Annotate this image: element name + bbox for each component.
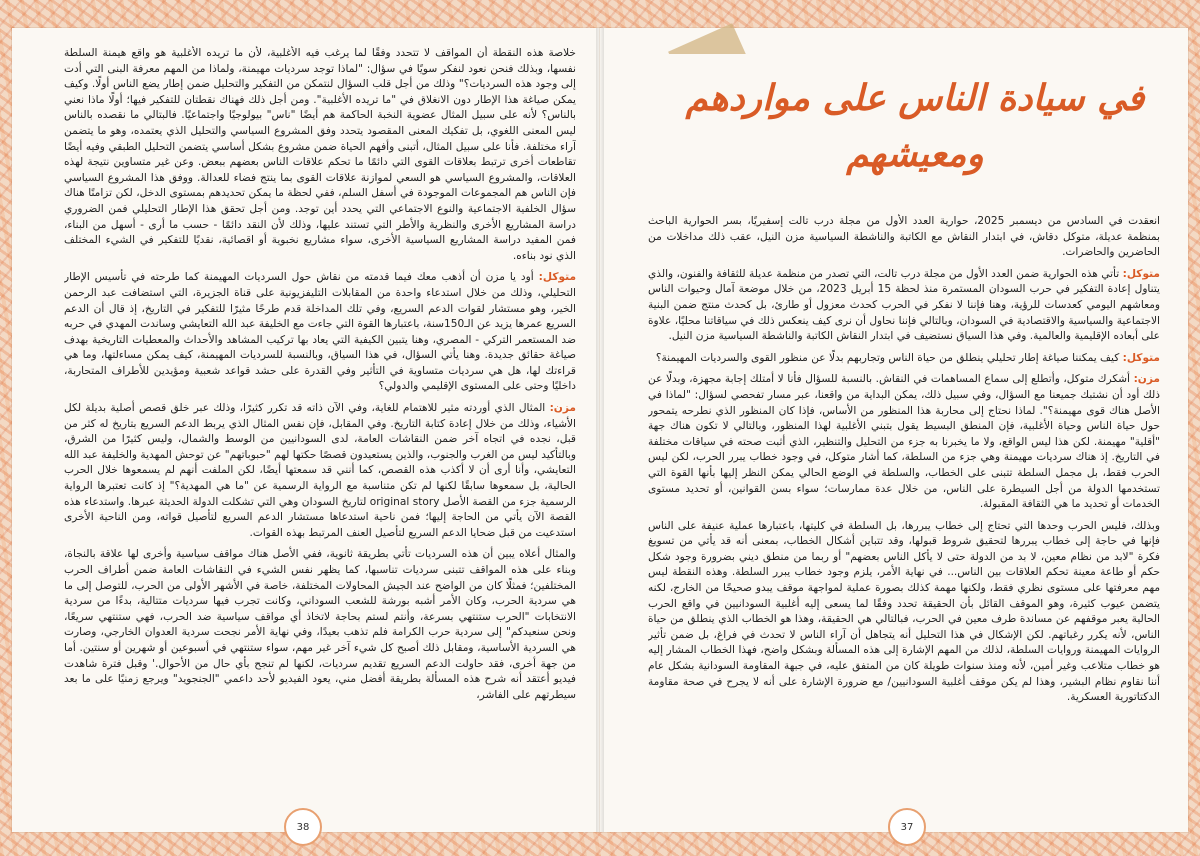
paragraph: [648, 267, 1160, 345]
speaker-label: متوكل:: [1122, 267, 1160, 280]
paragraph-text: انعقدت في السادس من ديسمبر 2025، حوارية العدد الأول من مجلة درب تالت إسفيريًا، بسر الحوارية الباحث بمنظمة عديلة، متوكل دقاش، في ابتدار النقاش مع الكاتبة والناشطة السياسية مزن النيل، عقب ذلك مداخلات من الحاضرين والحاضرات.: [648, 215, 1160, 259]
paragraph: [64, 547, 576, 703]
speaker-label: متوكل:: [538, 271, 576, 284]
page-number-right: 37: [888, 808, 926, 846]
paragraph-text: أود يا مزن أن أذهب معك فيما قدمته من نقاش حول السرديات المهيمنة كما طرحته في تأسيس الإطار التحليلي، وذلك من خلال استدعاء واحدة من المقابلات التليفزيونية على قناة الجزيرة، التي استضافت عبد الرحمن الخير، وهو مستشار لقوات الدعم السريع، وفي تلك المداخلة قدم طرحًا مثيرًا للتفكير في التاريخ، إذ قال أن الدعم السريع عمرها يزيد عن الـ150سنة، باعتبارها القوة التي جاءت مع الخليفة عبد الله التعايشي وساندت المهدي في حربه ضد المستعمر التركي - المصري، وهنا يتبين الكيفية التي يعاد بها تركيب المشاهد والأحداث والمعطيات التاريخية بهدف صياغة حقائق جديدة. وهنا يأتي السؤال، في هذا السياق، وبالنسبة للسرديات المهيمنة، كيف يمكن مساءلتها، وما هي قراءتك لها، هل هي سرديات متساوية في التأثير وفي القدرة على حشد قواعد شعبية ومؤيدين للأطراف المتحاربة، داخليًا وحتى على المستوى الإقليمي والدولي؟: [64, 271, 576, 393]
paragraph-text: تأتي هذه الحوارية ضمن العدد الأول من مجلة درب تالت، التي تصدر من منظمة عديلة للثقافة والفنون، والذي يتناول إعادة التفكير في حرب السودان المستمرة منذ لحظة 15 أبريل 2023، من خلال موضعة آمال وحيوات الناس ومعاشهم اليومي كعدسات للرؤية، وهنا فإننا لا نفكر في الحرب كحدث معزول أو طارئ، بل كحدث منتج ضمن البنية الاجتماعية والسياسية والاقتصادية في السودان، وبالتالي فإننا نحاول أن نرى كيف ينعكس ذلك في سياقاتنا محليًا، علاوة على أبعاده الإقليمية والعالمية. وفي هذا السياق نستضيف في ابتدار النقاش الكاتبة والناشطة السياسية مزن النيل.: [648, 267, 1160, 343]
paragraph: [64, 270, 576, 395]
article-title: في سيادة الناس على مواردهم ومعيشهم: [685, 77, 1145, 175]
paragraph-text: أشكرك متوكل، وأتطلع إلى سماع المساهمات في النقاش. بالنسبة للسؤال فأنا لا أمتلك إجابة مجهزة، وبدلًا عن ذلك أود أن نشتبك جميعنا مع السؤال، وفي سبيل ذلك، يمكن البداية من واقعنا، عبر مسار تفحصي لسؤال: "لماذا في الأصل هناك قوى مهيمنة؟". لماذا نحتاج إلى محاربة هذا المنظور من الأساس، فإذا كان المنظور الذي نطرحه يتمحور حول حياة الناس وحياة الأغلبية، فإن المنطق البسيط يقول بتبني الأغلبية لهذا المنظور، وبالتالي لا تكون هناك جهة "أقلية" مهيمنة. لكن هذا ليس الواقع، ولا ما يخبرنا به جزء من التحليل والتنظير، الذي أثبت صحته في سياقات مختلفة في التاريخ. إذ هناك سرديات مهيمنة وهي جزء من السلطة، كما أشار متوكل، في وجود خطاب يبرر الحرب، لكن ليس الحرب فقط، بل مجمل السلطة تتبنى على الخطاب، والسلطة في الوضع الحالي يمكن النظر إليها بأنها القوة التي تستخدمها الدولة من أجل السيطرة على الناس، من خلال عدة ممارسات؛ سواء بسن القوانين، أو تحديد مستوى الخدمات أو تحديد ما هي الثقافة المقبولة.: [648, 373, 1160, 511]
paragraph: [64, 401, 576, 541]
paragraph-text: وبذلك، فليس الحرب وحدها التي تحتاج إلى خطاب يبررها، بل السلطة في كليتها، باعتبارها عملية عنيفة على الناس فإنها في حاجة إلى خطاب يبررها لتحقيق شروط قبولها، وقد تتباين أشكال الخطاب، بمعنى أنه قد يأتي من تسويغ فكرة "لابد من نظام معين، لا بد من الدولة حتى لا يأكل الناس بعضهم" أو ربما من منطق ديني بضرورة وجود شكل حكم أو طاعة معينة تحكم العلاقات بين الناس... في نهاية الأمر، يلزم وجود خطاب يبرر السلطة. وهذه النقطة ليس مهم معرفتها على مستوى نظري فقط، ولكنها مهمة كذلك بصورة عملية لمواجهة موقف يبدو صحيحًا من الخارج، لكنه يتضمن عيوب كثيرة، وهو الموقف القائل بأن الحقيقة تحدد وفقًا لما يسعى إليه أغلبية السودانيين في واقع الحرب الحالية يعبر موقفهم عن مساندة طرف معين في الحرب، فبالتالي هي الحقيقة، وهذا هو الخطاب الذي ينطلق من حياة الناس، لأنه يكرر رغباتهم. لكن الإشكال في هذا التحليل أنه يتجاهل أن آراء الناس لا تحدث في فراغ، بل ضمن تأثير الروايات المهيمنة وروايات السلطة، لذلك من المهم الإشارة إلى هذه المسألة وبشكل واضح، فهذا الخطاب المشار إليه هو خطاب متلاعب وغير أمين، لأنه ومنذ سنوات طويلة كان من المتفق عليه، في جبهة المقاومة السودانية بشكل عام أننا نقاوم نظام البشير، وهذا لم يكن موقف أغلبية السودانيين/ مع ضرورة الإشارة على أنه لا يجرح في صحة مقاومة الدكتاتورية العسكرية.: [648, 519, 1160, 704]
paragraph: [648, 372, 1160, 512]
paragraph: [64, 46, 576, 264]
left-page-text: [64, 46, 576, 796]
paragraph-text: كيف يمكننا صياغة إطار تحليلي ينطلق من حياة الناس وتجاربهم بدلًا عن منظور القوى والسرديات المهيمنة؟: [655, 351, 1120, 364]
page-number-left: 38: [284, 808, 322, 846]
paragraph-text: والمثال أعلاه يبين أن هذه السرديات تأتي بطريقة ثانوية، ففي الأصل هناك مواقف سياسية وأخرى لها علاقة بالنجاة، وبناء على هذه المواقف تتبنى سرديات تناسبها، كما يظهر نفس الشيء في النقاشات العامة ضمن أطراف الحرب المختلفين؛ فمثلًا كان من الواضح عند الجيش المحاولات المختلفة، خاصة في الأشهر الأولى من الحرب، للتوصل إلى ما هي سردية الحرب، وكان الأمر أشبه بورشة للشعب السوداني، وكانت تجرب فيها سرديات متتالية، بدءًا من سردية الانتخابات "الحرب ستنتهي بسرعة، وأنتم لستم بحاجة لاتخاذ أي مواقف سياسية ضد الحرب، فهي ستنتهي سريعًا، ونحن سنعيدكم" إلى سردية حرب الكرامة فلم تذهب بعيدًا، وفي نهاية الأمر نجحت سردية العدوان الخارجي، وصارت هي السردية الأساسية، ومقابل ذلك أصبح كل شيء آخر غير مهم، سواء ستنتهي في أسبوعين أو شهرين أو سنتين. أما من جهة أخرى، فقد حاولت الدعم السريع تقديم سرديات، لكنها لم تنجح بأي حال من الأحوال.' وقبل فترة شاهدت فيديو أعتقد أنه شرح هذه المسألة بطريقة أفضل مني، يعود الفيديو لأحد داعمي "الجنجويد" ويرجع زمنيًا على ما بعد سيطرتهم على الفاشر،: [64, 548, 576, 701]
speaker-label: مزن:: [1133, 373, 1160, 386]
right-page-text: [648, 214, 1160, 814]
paragraph: [648, 519, 1160, 706]
paragraph-text: المثال الذي أوردته مثير للاهتمام للغاية، وفي الآن ذاته قد تكرر كثيرًا، وذلك عبر خلق قصص أصلية بديلة لكل الأشياء، وذلك من خلال إعادة كتابة التاريخ. وفي المقابل، فإن نفس المثال الذي يربط الدعم السريع بتاريخ له كثر من قبل، نجده في اتجاه آخر ضمن النقاشات العامة، لدى السودانيين من الوسط والشمال، وليس كثيرًا من الشرق، وبالتأكيد ليس من الغرب والجنوب، والذين يستعيدون قصصًا حكتها لهم "حبوباتهم" عن توحش المهدية والخليفة عبد الله التعايشي، وأنا أرى أن لا أكذب هذه القصص، كما أنني قد سمعتها أيضًا، لكن الملفت أنهم لم يسمعوها خلال الحرب الحالية، بل سمعوها سابقًا لكنها لم تكن متناسبة مع الرواية الرسمية عن "ما هي المهدية؟" إذ كانت تعتبرها الرواية الرسمية جزء من القصة الأصل original story لتاريخ السودان وهي التي تشكلت الدولة الحديثة عبرها. واستدعاء هذه القصة الآن يأتي من الحاجة إليها؛ فمن ناحية استدعاها مستشار الدعم السريع لتأصيل قواته، ومن الناحية الأخرى استدعيت من قبل ضحايا الدعم السريع لتأصيل العنف المرتبط بهذه القوات.: [64, 402, 576, 539]
paragraph: [648, 351, 1160, 367]
speaker-label: مزن:: [549, 402, 576, 415]
paragraph-text: خلاصة هذه النقطة أن المواقف لا تتحدد وفقًا لما يرغب فيه الأغلبية، لأن ما تريده الأغلبية هو واقع هيمنة السلطة نفسها، وبذلك فنحن نعود لنفكر سويًا في سؤال: "لماذا توجد سرديات مهيمنة، ولماذا من المهم معرفة البنى التي أدت إلى وجود هذه السرديات؟" وذلك من أجل قلب السؤال لنتمكن من التفكير والتحليل ضمن إطار يضع الناس أولًا. وكيف يمكن صياغة هذا الإطار دون الانغلاق في "ما تريده الأغلبية". ومن أجل ذلك فهناك نقطتان للتفكير فيها؛ أولًا ماذا نعني بالناس؟ لأنه على سبيل المثال عضوية النخبة الحاكمة هم أيضًا "ناس" بيولوجيًا واجتماعيًا. فالبتالي ما نقصده بالناس ليس المعنى اللغوي، بل تفكيك المعنى المقصود يتحدد وفق المشروع السياسي والتحليل الذي يعتمده، وهو ما يتضمن آراء مختلفة. فأنا على سبيل المثال، أتبنى وأفهم الحياة ضمن مشروع بشكل أساسي يتضمن التحليل الطبقي وفيه أيضًا تقاطعات أخرى ترتبط بعلاقات القوى التي دائمًا ما تحكم علاقات الناس بعضهم ببعض. وعن غير متساوين نتيجة لهذه العلاقات، والمشروع السياسي هو السعي لموازنة علاقات القوى بما ينتج فضاء للعدالة. ووفق هذا المشروع السياسي فإن الناس هم المجموعات الموجودة في أسفل السلم، ففي لحظة ما يمكن تحديدهم بمستوى الدخل، لكن تزامنًا هناك سؤال الخلفية الاجتماعية والنوع الاجتماعي التي يحدد أين توجد. ومن أجل تحقق هذا الإطار التحليلي فمن الضروري دراسة المشاريع الأخرى والنظرية والأطر التي تستند عليها، وذلك لأن النقد دائمًا - حسب ما أرى - أسهل من البناء، فمن المفيد دراسة المشاريع السياسية الأخرى، سواء مشاريع نخبوية أو اقصائية، نقديًا للتفكير في الشيء المختلف الذي نود بناءه.: [64, 47, 576, 262]
book-spine: [596, 28, 604, 832]
paragraph: [648, 214, 1160, 261]
speaker-label: متوكل:: [1122, 351, 1160, 364]
